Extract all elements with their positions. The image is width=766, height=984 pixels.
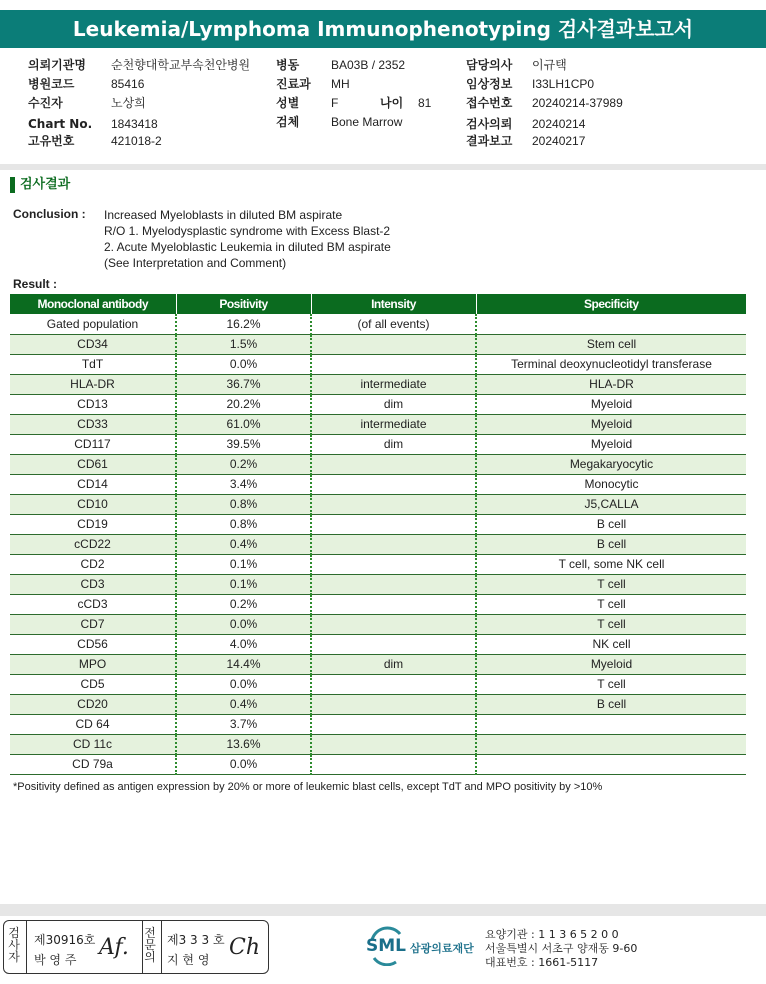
table-row	[10, 574, 746, 594]
intensity-cell: dim	[311, 654, 476, 674]
specificity-cell: T cell	[476, 674, 746, 694]
clinical-value: I33LH1CP0	[532, 77, 595, 91]
specimen-label: 검체	[276, 115, 300, 129]
specificity-cell: Myeloid	[476, 654, 746, 674]
examiner-number: 제30916호	[34, 933, 96, 947]
antibody-cell: CD20	[10, 694, 176, 714]
specificity-cell: Megakaryocytic	[476, 454, 746, 474]
antibody-cell: CD33	[10, 414, 176, 434]
receipt-label: 접수번호	[466, 96, 513, 110]
table-row	[10, 354, 746, 374]
intensity-cell	[311, 634, 476, 654]
patient-label: 수진자	[28, 96, 63, 110]
table-row	[10, 734, 746, 754]
table-row	[10, 454, 746, 474]
table-row	[10, 514, 746, 534]
receipt-value: 20240214-37989	[532, 96, 623, 110]
conclusion-label: Conclusion :	[13, 207, 86, 221]
org-line: 서울특별시 서초구 양재동 9-60	[485, 942, 638, 955]
org-address	[485, 928, 637, 970]
institution-value: 순천향대학교부속천안병원	[111, 58, 251, 72]
specificity-cell: J5,CALLA	[476, 494, 746, 514]
antibody-cell: HLA-DR	[10, 374, 176, 394]
specialist-number: 제3 3 3 호	[167, 933, 225, 947]
dept-label: 진료과	[276, 77, 311, 91]
intensity-cell	[311, 714, 476, 734]
positivity-cell: 3.7%	[176, 714, 311, 734]
conclusion-line: 2. Acute Myeloblastic Leukemia in diluted BM aspirate	[104, 240, 391, 254]
header-specificity: Specificity	[476, 294, 746, 314]
specificity-cell: Myeloid	[476, 414, 746, 434]
unique-label: 고유번호	[28, 134, 75, 148]
intensity-cell	[311, 734, 476, 754]
sex-label: 성별	[276, 96, 300, 110]
specialist-label: 전문의	[144, 926, 156, 964]
specificity-cell	[476, 734, 746, 754]
antibody-cell: cCD3	[10, 594, 176, 614]
positivity-cell: 1.5%	[176, 334, 311, 354]
table-row	[10, 674, 746, 694]
antibody-cell: CD2	[10, 554, 176, 574]
specificity-cell: T cell	[476, 614, 746, 634]
institution-label: 의뢰기관명	[28, 58, 86, 72]
positivity-cell: 0.1%	[176, 554, 311, 574]
positivity-cell: 20.2%	[176, 394, 311, 414]
positivity-cell: 14.4%	[176, 654, 311, 674]
intensity-cell	[311, 554, 476, 574]
antibody-cell: CD19	[10, 514, 176, 534]
table-row	[10, 694, 746, 714]
antibody-cell: CD14	[10, 474, 176, 494]
intensity-cell	[311, 614, 476, 634]
intensity-cell: intermediate	[311, 414, 476, 434]
intensity-cell	[311, 494, 476, 514]
antibody-cell: CD56	[10, 634, 176, 654]
table-row	[10, 754, 746, 774]
specificity-cell: T cell, some NK cell	[476, 554, 746, 574]
org-line: 요양기관 : 1 1 3 6 5 2 0 0	[485, 928, 619, 941]
age-label: 나이	[380, 96, 404, 110]
section-title: 검사결과	[10, 177, 70, 193]
intensity-cell	[311, 514, 476, 534]
antibody-cell: CD61	[10, 454, 176, 474]
specificity-cell: B cell	[476, 694, 746, 714]
intensity-cell: intermediate	[311, 374, 476, 394]
antibody-cell: CD34	[10, 334, 176, 354]
request-label: 검사의뢰	[466, 117, 513, 131]
positivity-cell: 13.6%	[176, 734, 311, 754]
intensity-cell	[311, 754, 476, 774]
antibody-cell: CD 64	[10, 714, 176, 734]
positivity-cell: 0.8%	[176, 494, 311, 514]
specificity-cell: HLA-DR	[476, 374, 746, 394]
patient-value: 노상희	[111, 96, 146, 110]
report-date-value: 20240217	[532, 134, 586, 148]
specificity-cell	[476, 754, 746, 774]
positivity-cell: 61.0%	[176, 414, 311, 434]
antibody-cell: CD 79a	[10, 754, 176, 774]
specificity-cell: B cell	[476, 514, 746, 534]
request-value: 20240214	[532, 117, 586, 131]
age-value: 81	[418, 96, 432, 110]
sex-value: F	[331, 96, 339, 110]
specialist-signature: Ch	[229, 935, 261, 960]
specificity-cell: B cell	[476, 534, 746, 554]
positivity-cell: 3.4%	[176, 474, 311, 494]
antibody-cell: CD13	[10, 394, 176, 414]
table-row	[10, 494, 746, 514]
specificity-cell: Myeloid	[476, 394, 746, 414]
antibody-cell: Gated population	[10, 314, 176, 334]
intensity-cell	[311, 454, 476, 474]
unique-value: 421018-2	[111, 134, 162, 148]
intensity-cell: dim	[311, 434, 476, 454]
specificity-cell: Myeloid	[476, 434, 746, 454]
intensity-cell	[311, 354, 476, 374]
table-row	[10, 634, 746, 654]
antibody-cell: CD 11c	[10, 734, 176, 754]
chart-value: 1843418	[111, 117, 158, 131]
specificity-cell: Terminal deoxynucleotidyl transferase	[476, 354, 746, 374]
specificity-cell	[476, 314, 746, 334]
table-row	[10, 374, 746, 394]
antibody-cell: CD117	[10, 434, 176, 454]
table-row	[10, 434, 746, 454]
table-row	[10, 654, 746, 674]
intensity-cell	[311, 674, 476, 694]
intensity-cell: (of all events)	[311, 314, 476, 334]
positivity-cell: 0.0%	[176, 674, 311, 694]
hospital-code-label: 병원코드	[28, 77, 75, 91]
conclusion-line: R/O 1. Myelodysplastic syndrome with Excess Blast-2	[104, 224, 391, 238]
table-row	[10, 334, 746, 354]
table-row	[10, 394, 746, 414]
table-row	[10, 534, 746, 554]
result-label: Result :	[13, 277, 58, 291]
antibody-cell: CD10	[10, 494, 176, 514]
divider	[0, 164, 766, 170]
divider	[0, 904, 766, 916]
intensity-cell	[311, 534, 476, 554]
intensity-cell	[311, 474, 476, 494]
positivity-cell: 0.8%	[176, 514, 311, 534]
antibody-cell: MPO	[10, 654, 176, 674]
specificity-cell: Stem cell	[476, 334, 746, 354]
specialist-name: 지 현 영	[167, 953, 210, 967]
specificity-cell: T cell	[476, 594, 746, 614]
positivity-cell: 0.2%	[176, 594, 311, 614]
antibody-cell: cCD22	[10, 534, 176, 554]
org-line: 대표번호 : 1661-5117	[485, 956, 599, 969]
examiner-label: 검사자	[8, 926, 20, 964]
ward-value: BA03B / 2352	[331, 58, 406, 72]
antibody-cell: TdT	[10, 354, 176, 374]
specificity-cell: Monocytic	[476, 474, 746, 494]
header-antibody: Monoclonal antibody	[10, 294, 176, 314]
examiner-name: 박 영 주	[34, 953, 77, 967]
positivity-cell: 16.2%	[176, 314, 311, 334]
specificity-cell: T cell	[476, 574, 746, 594]
report-date-label: 결과보고	[466, 134, 513, 148]
positivity-cell: 0.4%	[176, 694, 311, 714]
positivity-cell: 39.5%	[176, 434, 311, 454]
table-row	[10, 314, 746, 334]
table-row	[10, 714, 746, 734]
org-name: 삼광의료재단	[410, 942, 474, 955]
conclusion-line: Increased Myeloblasts in diluted BM aspirate	[104, 208, 343, 222]
specimen-value: Bone Marrow	[331, 115, 403, 129]
doctor-value: 이규택	[532, 58, 567, 72]
ward-label: 병동	[276, 58, 300, 72]
table-row	[10, 614, 746, 634]
positivity-cell: 0.0%	[176, 754, 311, 774]
hospital-code-value: 85416	[111, 77, 145, 91]
positivity-cell: 0.4%	[176, 534, 311, 554]
positivity-cell: 0.2%	[176, 454, 311, 474]
specificity-cell: NK cell	[476, 634, 746, 654]
intensity-cell: dim	[311, 394, 476, 414]
positivity-cell: 0.1%	[176, 574, 311, 594]
doctor-label: 담당의사	[466, 58, 513, 72]
examiner-signature: Af.	[99, 935, 129, 960]
header-intensity: Intensity	[311, 294, 476, 314]
chart-label: Chart No.	[28, 117, 93, 131]
dept-value: MH	[331, 77, 350, 91]
results-table	[10, 294, 746, 775]
sml-logo	[366, 926, 406, 966]
clinical-label: 임상정보	[466, 77, 513, 91]
positivity-cell: 0.0%	[176, 354, 311, 374]
intensity-cell	[311, 574, 476, 594]
conclusion-line: (See Interpretation and Comment)	[104, 256, 287, 270]
antibody-cell: CD7	[10, 614, 176, 634]
table-row	[10, 414, 746, 434]
positivity-cell: 36.7%	[176, 374, 311, 394]
signature-box	[3, 920, 269, 974]
antibody-cell: CD3	[10, 574, 176, 594]
table-row	[10, 474, 746, 494]
logo-text: SML	[366, 936, 406, 956]
intensity-cell	[311, 594, 476, 614]
report-title: Leukemia/Lymphoma Immunophenotyping 검사결과보고서	[0, 10, 766, 48]
specificity-cell	[476, 714, 746, 734]
intensity-cell	[311, 334, 476, 354]
antibody-cell: CD5	[10, 674, 176, 694]
table-row	[10, 554, 746, 574]
positivity-cell: 0.0%	[176, 614, 311, 634]
intensity-cell	[311, 694, 476, 714]
table-row	[10, 594, 746, 614]
header-positivity: Positivity	[176, 294, 311, 314]
footnote: *Positivity defined as antigen expression by 20% or more of leukemic blast cells, except TdT and MPO positivity by >10%	[13, 781, 603, 793]
positivity-cell: 4.0%	[176, 634, 311, 654]
